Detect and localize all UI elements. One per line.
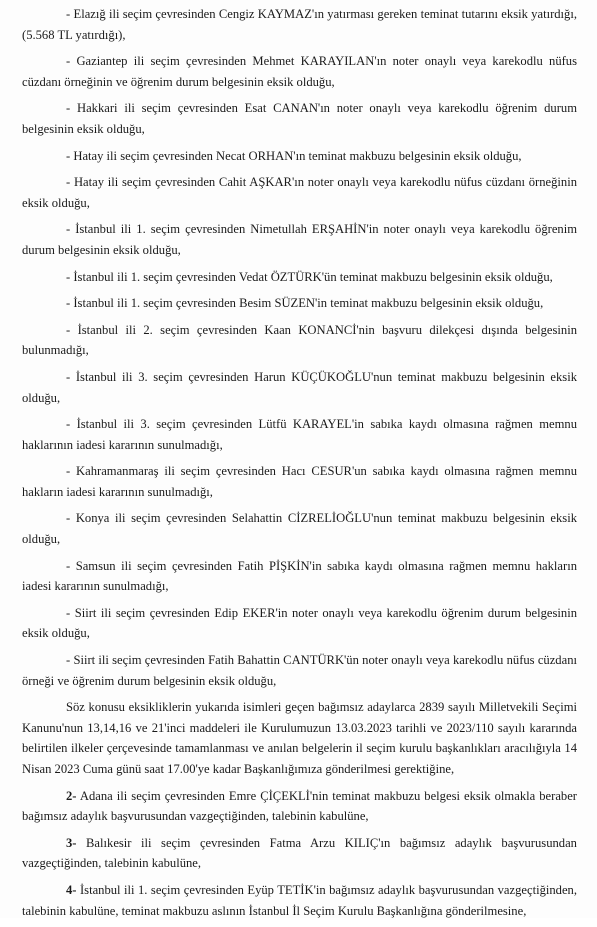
summary-paragraph: Söz konusu eksikliklerin yukarıda isimleri geçen bağımsız adaylarca 2839 sayılı Milletvekili Seçimi Kanunu'nun 13,14,16 ve 21'inci maddeleri ile Kurulumuzun 13.03.2023 tarihli ve 2023/110 sayılı kararında belirtilen ilkeler çerçevesinde tamamlanması ve anılan belgelerin il seçim kurulu başkanlıkları aracılığıyla 14 Nisan 2023 Cuma günü saat 17.00'ye kadar Başkanlığımıza gönderilmesi gerektiğine, xyxy=(22,700,577,776)
numbered-decision-item xyxy=(22,880,577,921)
numbered-decision-item xyxy=(22,786,577,827)
candidate-deficiency-item: - Siirt ili seçim çevresinden Edip EKER'in noter onaylı veya karekodlu öğrenim durum belgesinin eksik olduğu, xyxy=(22,603,577,644)
candidate-deficiency-item: - İstanbul ili 3. seçim çevresinden Harun KÜÇÜKOĞLU'nun teminat makbuzu belgesinin eksik olduğu, xyxy=(22,367,577,408)
candidate-deficiency-item: - İstanbul ili 3. seçim çevresinden Lütfü KARAYEL'in sabıka kaydı olmasına rağmen memnu haklarının iadesi kararının sunulmadığı, xyxy=(22,414,577,455)
candidate-deficiency-item: - İstanbul ili 1. seçim çevresinden Nimetullah ERŞAHİN'in noter onaylı veya karekodlu öğrenim durum belgesinin eksik olduğu, xyxy=(22,219,577,260)
candidate-deficiency-item: - İstanbul ili 1. seçim çevresinden Vedat ÖZTÜRK'ün teminat makbuzu belgesinin eksik olduğu, xyxy=(22,267,577,288)
candidate-deficiency-item: - Samsun ili seçim çevresinden Fatih PİŞKİN'in sabıka kaydı olmasına rağmen memnu hakların iadesi kararının sunulmadığı, xyxy=(22,556,577,597)
item-text: Adana ili seçim çevresinden Emre ÇİÇEKLİ'nin teminat makbuzu belgesi eksik olmakla beraber bağımsız adaylık başvurusundan vazgeçtiğinden, talebinin kabulüne, xyxy=(22,788,577,824)
candidate-deficiency-item: - İstanbul ili 2. seçim çevresinden Kaan KONANCİ'nin başvuru dilekçesi dışında belgesinin bulunmadığı, xyxy=(22,320,577,361)
item-text: Balıkesir ili seçim çevresinden Fatma Arzu KILIÇ'ın bağımsız adaylık başvurusundan vazgeçtiğinden, talebinin kabulüne, xyxy=(22,835,577,871)
candidate-deficiency-item: - Gaziantep ili seçim çevresinden Mehmet KARAYILAN'ın noter onaylı veya karekodlu nüfus cüzdanı örneğinin ve öğrenim durum belgesinin eksik olduğu, xyxy=(22,51,577,92)
candidate-deficiency-item: - Hatay ili seçim çevresinden Necat ORHAN'ın teminat makbuzu belgesinin eksik olduğu, xyxy=(22,146,577,167)
numbered-decision-item xyxy=(22,833,577,874)
item-number: 4- xyxy=(66,882,77,897)
candidate-deficiency-item: - Kahramanmaraş ili seçim çevresinden Hacı CESUR'un sabıka kaydı olmasına rağmen memnu hakların iadesi kararının sunulmadığı, xyxy=(22,461,577,502)
document-body xyxy=(22,4,577,927)
item-number: 2- xyxy=(66,788,77,803)
candidate-deficiency-item: - Hatay ili seçim çevresinden Cahit AŞKAR'ın noter onaylı veya karekodlu nüfus cüzdanı örneğinin eksik olduğu, xyxy=(22,172,577,213)
item-number: 3- xyxy=(66,835,77,850)
candidate-deficiency-item: - Elazığ ili seçim çevresinden Cengiz KAYMAZ'ın yatırması gereken teminat tutarını eksik yatırdığı, (5.568 TL yatırdığı), xyxy=(22,4,577,45)
candidate-deficiency-item: - İstanbul ili 1. seçim çevresinden Besim SÜZEN'in teminat makbuzu belgesinin eksik olduğu, xyxy=(22,293,577,314)
item-text: İstanbul ili 1. seçim çevresinden Eyüp TETİK'in bağımsız adaylık başvurusundan vazgeçtiğinden, talebinin kabulüne, teminat makbuzu aslının İstanbul İl Seçim Kurulu Başkanlığına gönderilmesine, xyxy=(22,882,578,918)
candidate-deficiency-item: - Konya ili seçim çevresinden Selahattin CİZRELİOĞLU'nun teminat makbuzu belgesinin eksik olduğu, xyxy=(22,508,577,549)
candidate-deficiency-item: - Siirt ili seçim çevresinden Fatih Bahattin CANTÜRK'ün noter onaylı veya karekodlu nüfus cüzdanı örneği ve öğrenim durum belgesinin eksik olduğu, xyxy=(22,650,577,691)
candidate-deficiency-item: - Hakkari ili seçim çevresinden Esat CANAN'ın noter onaylı veya karekodlu öğrenim durum belgesinin eksik olduğu, xyxy=(22,98,577,139)
